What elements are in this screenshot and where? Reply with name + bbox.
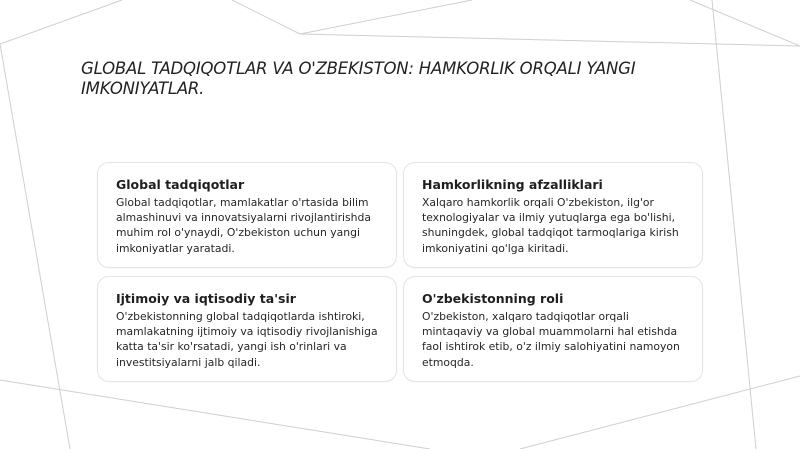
slide-title: GLOBAL TADQIQOTLAR VA O'ZBEKISTON: HAMKORLIK ORQALI YANGI IMKONIYATLAR. (81, 59, 636, 98)
card-heading: Ijtimoiy va iqtisodiy ta'sir (116, 291, 296, 306)
card-text: Global tadqiqotlar, mamlakatlar o'rtasida bilim almashinuvi va innovatsiyalarni rivojlantirishda muhim rol o'ynaydi, O'zbekiston uchun yangi imkoniyatlar yaratadi. (116, 196, 371, 255)
card-text: O'zbekistonning global tadqiqotlarda ishtiroki, mamlakatning ijtimoiy va iqtisodiy rivojlanishiga katta ta'sir ko'rsatadi, yangi ish o'rinlari va investitsiyalarni jalb qiladi. (116, 310, 378, 369)
info-card-uzbekistan-role (403, 276, 703, 382)
info-card-cooperation-benefits (403, 162, 703, 268)
card-text: Xalqaro hamkorlik orqali O'zbekiston, ilg'or texnologiyalar va ilmiy yutuqlarga ega bo'lishi, shuningdek, global tadqiqot tarmoqlariga kirish imkoniyatini qo'lga kiritadi. (422, 196, 679, 255)
info-card-global-research (97, 162, 397, 268)
card-heading: Global tadqiqotlar (116, 177, 245, 192)
info-card-socioeconomic-impact (97, 276, 397, 382)
card-heading: Hamkorlikning afzalliklari (422, 177, 603, 192)
card-text: O'zbekiston, xalqaro tadqiqotlar orqali mintaqaviy va global muammolarni hal etishda faol ishtirok etib, o'z ilmiy salohiyatini namoyon etmoqda. (422, 310, 680, 369)
card-heading: O'zbekistonning roli (422, 291, 564, 306)
